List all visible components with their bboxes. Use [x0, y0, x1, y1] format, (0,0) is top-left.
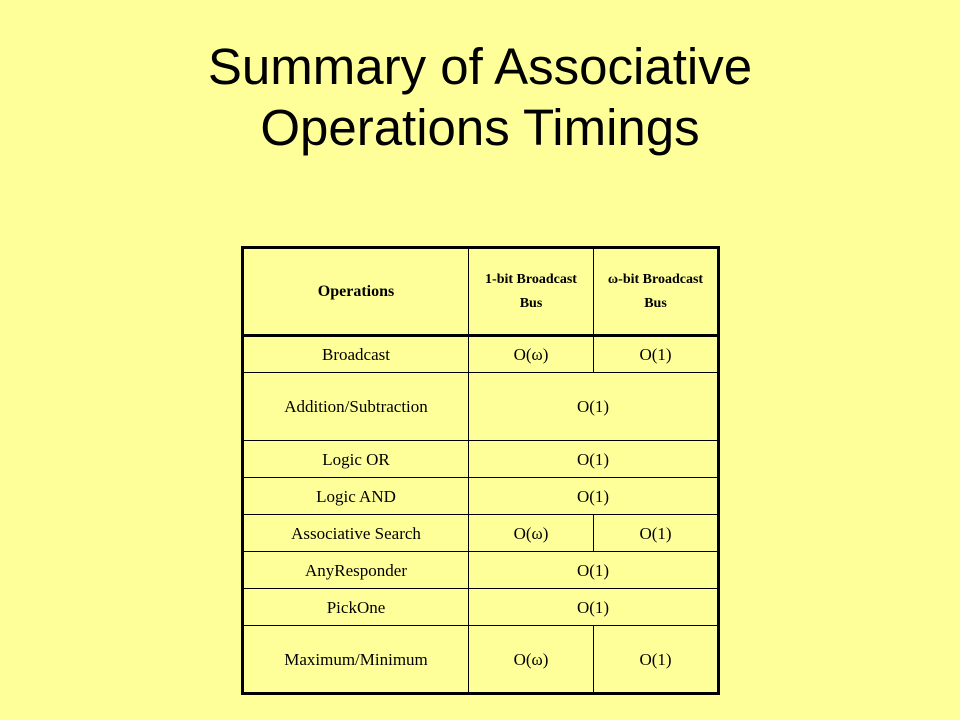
header-w-bit-bus: ω-bit Broadcast Bus: [594, 248, 719, 336]
one-bit-timing-cell: O(ω): [469, 626, 594, 694]
table-row: [243, 336, 719, 373]
header-1-bit-bus: 1-bit Broadcast Bus: [469, 248, 594, 336]
operation-cell: AnyResponder: [243, 552, 469, 589]
timings-table: [241, 246, 720, 695]
title-line-1: Summary of Associative: [207, 38, 753, 95]
header-operations: Operations: [243, 248, 469, 336]
operation-cell: Logic OR: [243, 441, 469, 478]
shared-timing-cell: O(1): [469, 441, 719, 478]
operation-cell: Logic AND: [243, 478, 469, 515]
one-bit-timing-cell: O(ω): [469, 336, 594, 373]
table-row: [243, 478, 719, 515]
operation-cell: Associative Search: [243, 515, 469, 552]
shared-timing-cell: O(1): [469, 478, 719, 515]
operation-cell: Maximum/Minimum: [243, 626, 469, 694]
table-row: [243, 552, 719, 589]
one-bit-timing-cell: O(ω): [469, 515, 594, 552]
w-bit-timing-cell: O(1): [594, 336, 719, 373]
slide-title: [0, 36, 960, 158]
title-line-2: Operations Timings: [260, 99, 700, 156]
shared-timing-cell: O(1): [469, 373, 719, 441]
shared-timing-cell: O(1): [469, 552, 719, 589]
shared-timing-cell: O(1): [469, 589, 719, 626]
operation-cell: Broadcast: [243, 336, 469, 373]
table-header-row: [243, 248, 719, 336]
table-row: [243, 515, 719, 552]
table-row: [243, 441, 719, 478]
operation-cell: PickOne: [243, 589, 469, 626]
table-row: [243, 373, 719, 441]
w-bit-timing-cell: O(1): [594, 515, 719, 552]
w-bit-timing-cell: O(1): [594, 626, 719, 694]
table-row: [243, 626, 719, 694]
table-row: [243, 589, 719, 626]
operation-cell: Addition/Subtraction: [243, 373, 469, 441]
